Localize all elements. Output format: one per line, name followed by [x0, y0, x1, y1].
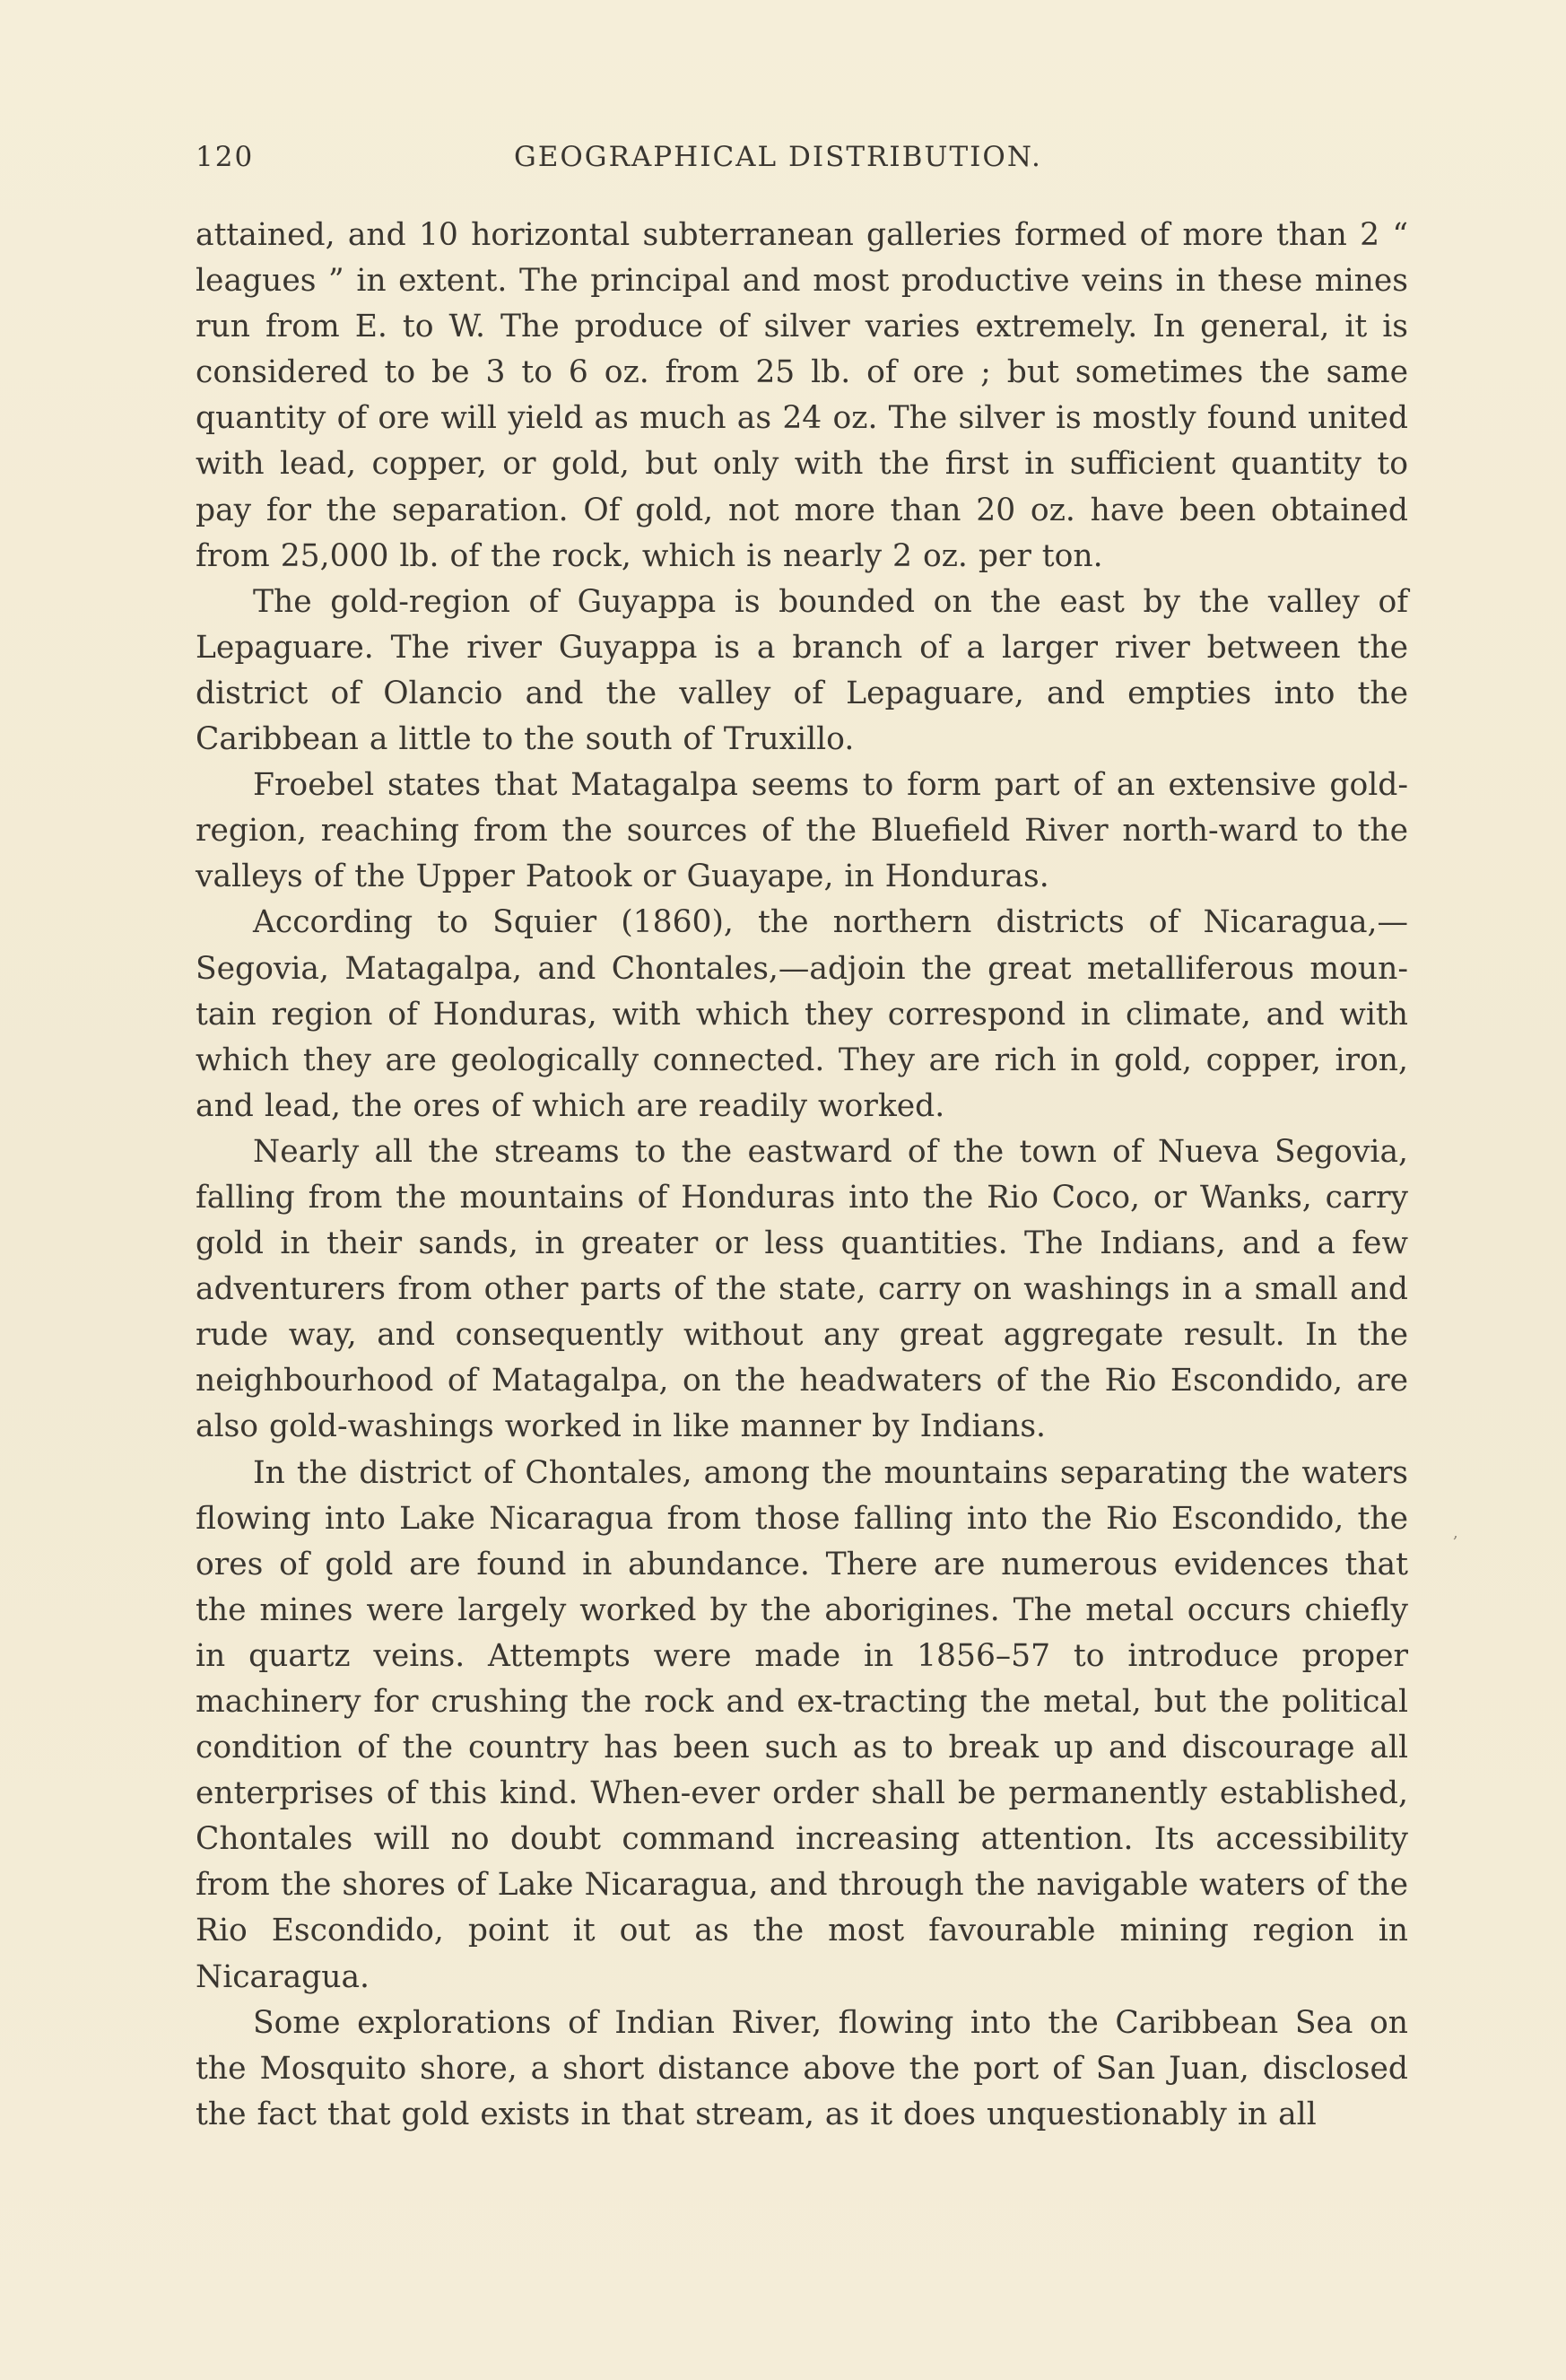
paragraph-squier: According to Squier (1860), the northern districts of Nicaragua,— Segovia, Matagalpa, and Chontales,—adjoin the great metalliferous moun-tain region of Honduras, with which they correspond in climate, and with which they are geologically connected. They are rich in gold, copper, iron, and lead, the ores of which are readily worked. — [196, 904, 1408, 1124]
paragraph-continued: attained, and 10 horizontal subterranean galleries formed of more than 2 “ leagues ” in extent. The principal and most productive veins in these mines run from E. to W. The produce of silver varies extremely. In general, it is considered to be 3 to 6 oz. from 25 lb. of ore ; but sometimes the same quantity of ore will yield as much as 24 oz. The silver is mostly found united with lead, copper, or gold, but only with the first in sufficient quantity to pay for the separation. Of gold, not more than 20 oz. have been obtained from 25,000 lb. of the rock, which is nearly 2 oz. per ton. — [196, 217, 1408, 574]
paragraph-chontales: In the district of Chontales, among the mountains separating the waters flowing into Lake Nicaragua from those falling into the Rio Escondido, the ores of gold are found in abundance. There are numerous evidences that the mines were largely worked by the aborigines. The metal occurs chiefly in quartz veins. Attempts were made in 1856–57 to introduce proper machinery for crushing the rock and ex-tracting the metal, but the political condition of the country has been such as to break up and discourage all enterprises of this kind. When-ever order shall be permanently established, Chontales will no doubt command increasing attention. Its accessibility from the shores of Lake Nicaragua, and through the navigable waters of the Rio Escondido, point it out as the most favourable mining region in Nicaragua. — [196, 1454, 1408, 1995]
body-text — [196, 213, 1408, 2138]
paragraph-froebel: Froebel states that Matagalpa seems to form part of an extensive gold-region, reaching from the sources of the Bluefield River north-ward to the valleys of the Upper Patook or Guayape, in Honduras. — [196, 767, 1408, 895]
paragraph-guyappa: The gold-region of Guyappa is bounded on the east by the valley of Lepaguare. The river Guyappa is a branch of a larger river between the district of Olancio and the valley of Lepaguare, and empties into the Caribbean a little to the south of Truxillo. — [196, 583, 1408, 758]
paper-speck: , — [1453, 1523, 1458, 1542]
paragraph-nueva-segovia: Nearly all the streams to the eastward of the town of Nueva Segovia, falling from the mountains of Honduras into the Rio Coco, or Wanks, carry gold in their sands, in greater or less quantities. The Indians, and a few adventurers from other parts of the state, carry on washings in a small and rude way, and consequently without any great aggregate result. In the neighbourhood of Matagalpa, on the headwaters of the Rio Escondido, are also gold-washings worked in like manner by Indians. — [196, 1133, 1408, 1445]
paragraph-indian-river: Some explorations of Indian River, flowing into the Caribbean Sea on the Mosquito shore, a short distance above the port of San Juan, disclosed the fact that gold exists in that stream, as it does unquestionably in all — [196, 2004, 1408, 2132]
page-number: 120 — [196, 141, 255, 173]
running-title: GEOGRAPHICAL DISTRIBUTION. — [514, 141, 1042, 173]
running-head — [196, 135, 1408, 179]
